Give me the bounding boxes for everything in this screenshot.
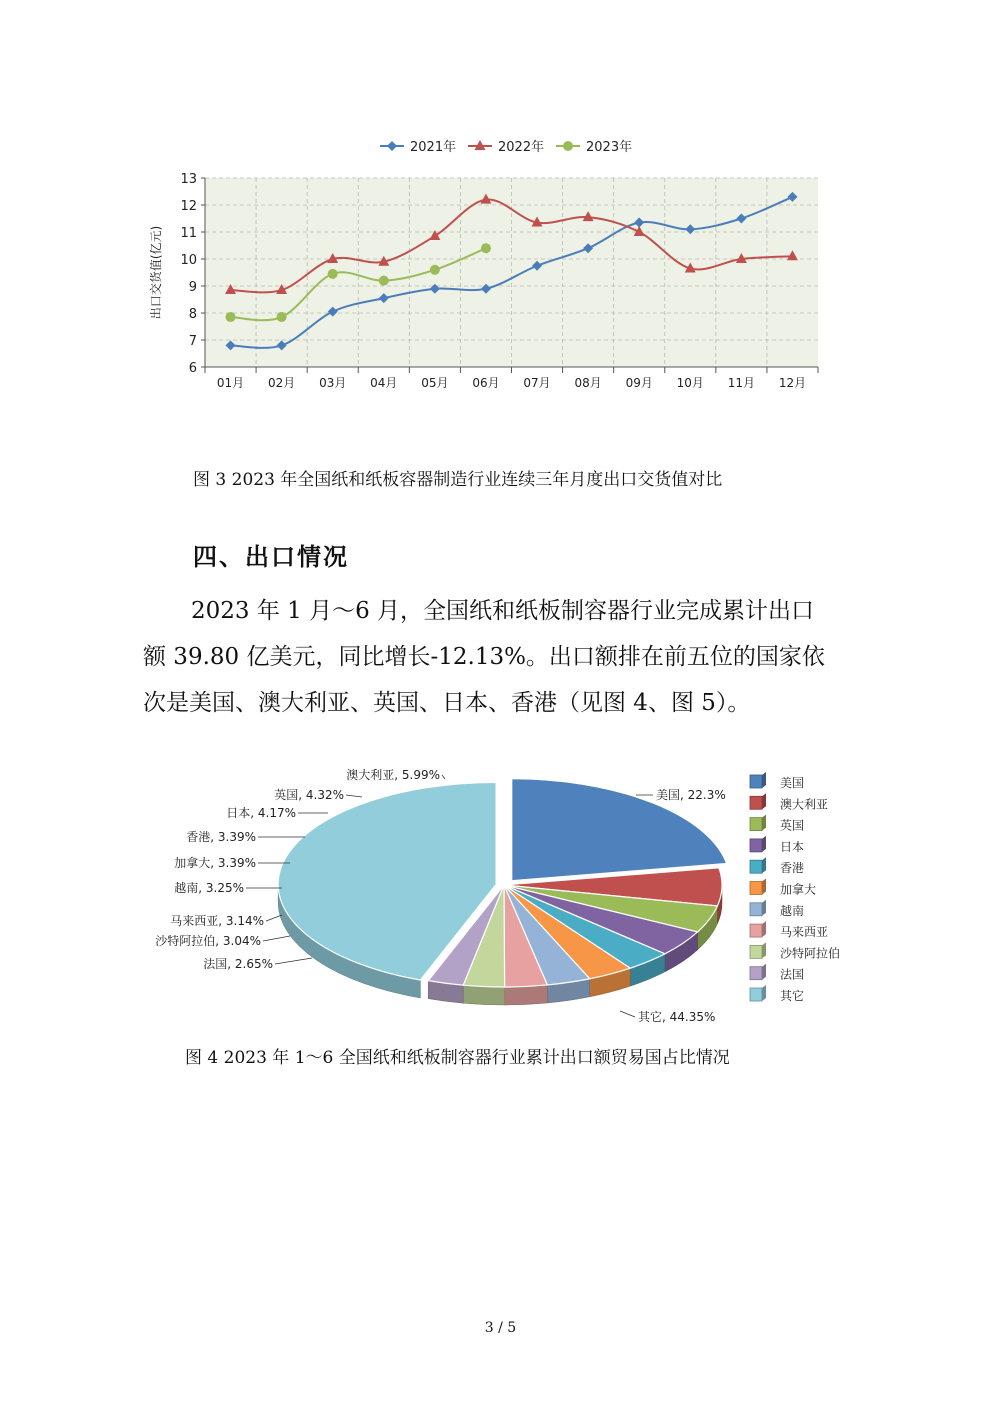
y-tick-label: 10 bbox=[180, 253, 197, 268]
body-paragraph bbox=[143, 588, 863, 726]
figure-3-caption: 图 3 2023 年全国纸和纸板容器制造行业连续三年月度出口交货值对比 bbox=[193, 470, 723, 490]
legend-swatch bbox=[750, 945, 762, 958]
pie-slice-side bbox=[463, 985, 504, 1005]
data-point bbox=[226, 312, 236, 322]
data-label: 美国, 22.3% bbox=[656, 788, 726, 802]
leader-line bbox=[263, 936, 290, 941]
legend-swatch bbox=[750, 839, 762, 852]
y-tick-label: 12 bbox=[180, 199, 197, 214]
data-label: 其它, 44.35% bbox=[638, 1010, 716, 1024]
leader-line bbox=[620, 1011, 635, 1017]
legend-swatch-side bbox=[762, 836, 766, 852]
x-tick-label: 11月 bbox=[727, 376, 756, 390]
y-tick-label: 8 bbox=[188, 307, 197, 322]
data-label: 澳大利亚, 5.99% bbox=[346, 768, 440, 782]
legend-swatch-side bbox=[762, 921, 766, 937]
y-axis-label: 出口交货值(亿元) bbox=[149, 225, 163, 320]
legend-swatch-side bbox=[762, 793, 766, 809]
legend-swatch bbox=[750, 967, 762, 980]
y-tick-label: 13 bbox=[180, 172, 197, 187]
x-tick-label: 04月 bbox=[370, 376, 398, 390]
figure-4-caption: 图 4 2023 年 1～6 全国纸和纸板制容器行业累计出口额贸易国占比情况 bbox=[185, 1048, 730, 1068]
y-tick-label: 9 bbox=[188, 280, 197, 295]
legend-swatch bbox=[750, 924, 762, 937]
legend-label: 法国 bbox=[780, 967, 805, 982]
legend-label: 越南 bbox=[780, 903, 805, 918]
y-tick-label: 6 bbox=[188, 361, 197, 376]
legend-swatch-side bbox=[762, 964, 766, 980]
legend bbox=[750, 772, 840, 1003]
legend-swatch bbox=[750, 903, 762, 916]
legend-label: 加拿大 bbox=[780, 882, 817, 897]
x-tick-label: 02月 bbox=[267, 376, 296, 390]
paragraph-line: 额 39.80 亿美元，同比增长-12.13%。出口额排在前五位的国家依 bbox=[143, 644, 825, 670]
leader-line bbox=[346, 795, 362, 797]
legend-swatch bbox=[750, 988, 762, 1001]
data-label: 越南, 3.25% bbox=[174, 881, 244, 895]
legend-marker bbox=[387, 141, 397, 151]
legend-label: 2022年 bbox=[498, 140, 545, 155]
legend bbox=[380, 139, 632, 155]
legend-label: 香港 bbox=[780, 861, 805, 876]
page-number: 3 / 5 bbox=[484, 1320, 517, 1336]
legend-label: 英国 bbox=[780, 818, 805, 833]
y-tick-label: 11 bbox=[180, 226, 197, 241]
data-label: 法国, 2.65% bbox=[203, 957, 273, 971]
legend-swatch-side bbox=[762, 900, 766, 916]
x-tick-label: 08月 bbox=[574, 376, 602, 390]
legend-swatch bbox=[750, 860, 762, 873]
leader-line bbox=[266, 915, 282, 921]
leader-line bbox=[442, 775, 445, 779]
legend-label: 日本 bbox=[780, 839, 805, 854]
x-tick-label: 06月 bbox=[472, 376, 500, 390]
data-label: 马来西亚, 3.14% bbox=[170, 914, 264, 928]
data-label: 沙特阿拉伯, 3.04% bbox=[155, 934, 261, 948]
legend-swatch bbox=[750, 775, 762, 788]
legend-label: 沙特阿拉伯 bbox=[780, 946, 841, 961]
x-tick-label: 03月 bbox=[319, 376, 347, 390]
x-tick-label: 12月 bbox=[778, 376, 807, 390]
legend-swatch-side bbox=[762, 985, 766, 1001]
x-tick-label: 10月 bbox=[676, 376, 704, 390]
data-label: 英国, 4.32% bbox=[274, 788, 344, 802]
legend-label: 马来西亚 bbox=[780, 925, 829, 940]
legend-label: 2023年 bbox=[586, 140, 633, 155]
legend-label: 其它 bbox=[780, 989, 805, 1003]
data-point bbox=[379, 276, 389, 286]
x-tick-label: 09月 bbox=[625, 376, 653, 390]
data-label: 日本, 4.17% bbox=[226, 806, 296, 820]
x-tick-label: 07月 bbox=[523, 376, 551, 390]
data-point bbox=[328, 269, 338, 279]
y-tick-label: 7 bbox=[188, 334, 197, 349]
section-heading: 四、出口情况 bbox=[193, 542, 349, 571]
data-label: 加拿大, 3.39% bbox=[174, 856, 256, 870]
leader-line bbox=[275, 958, 312, 964]
legend-swatch bbox=[750, 882, 762, 895]
legend-marker bbox=[563, 141, 573, 151]
legend-label: 澳大利亚 bbox=[780, 797, 829, 812]
x-tick-label: 05月 bbox=[421, 376, 449, 390]
data-label: 香港, 3.39% bbox=[186, 830, 256, 844]
x-tick-label: 01月 bbox=[216, 376, 245, 390]
legend-swatch-side bbox=[762, 942, 766, 958]
data-point bbox=[430, 265, 440, 275]
legend-swatch-side bbox=[762, 857, 766, 873]
legend-swatch bbox=[750, 796, 762, 809]
paragraph-line: 2023 年 1 月～6 月，全国纸和纸板制容器行业完成累计出口 bbox=[191, 598, 815, 624]
legend-swatch-side bbox=[762, 772, 766, 788]
data-point bbox=[481, 243, 491, 253]
paragraph-line: 次是美国、澳大利亚、英国、日本、香港（见图 4、图 5）。 bbox=[143, 690, 751, 716]
legend-label: 美国 bbox=[780, 776, 805, 790]
legend-swatch-side bbox=[762, 815, 766, 831]
monthly-export-line-chart bbox=[140, 125, 840, 415]
data-point bbox=[277, 312, 287, 322]
legend-label: 2021年 bbox=[410, 140, 457, 155]
legend-swatch-side bbox=[762, 879, 766, 895]
export-share-pie-chart bbox=[150, 755, 870, 1030]
pie-slice-side bbox=[505, 985, 548, 1005]
legend-swatch bbox=[750, 818, 762, 831]
